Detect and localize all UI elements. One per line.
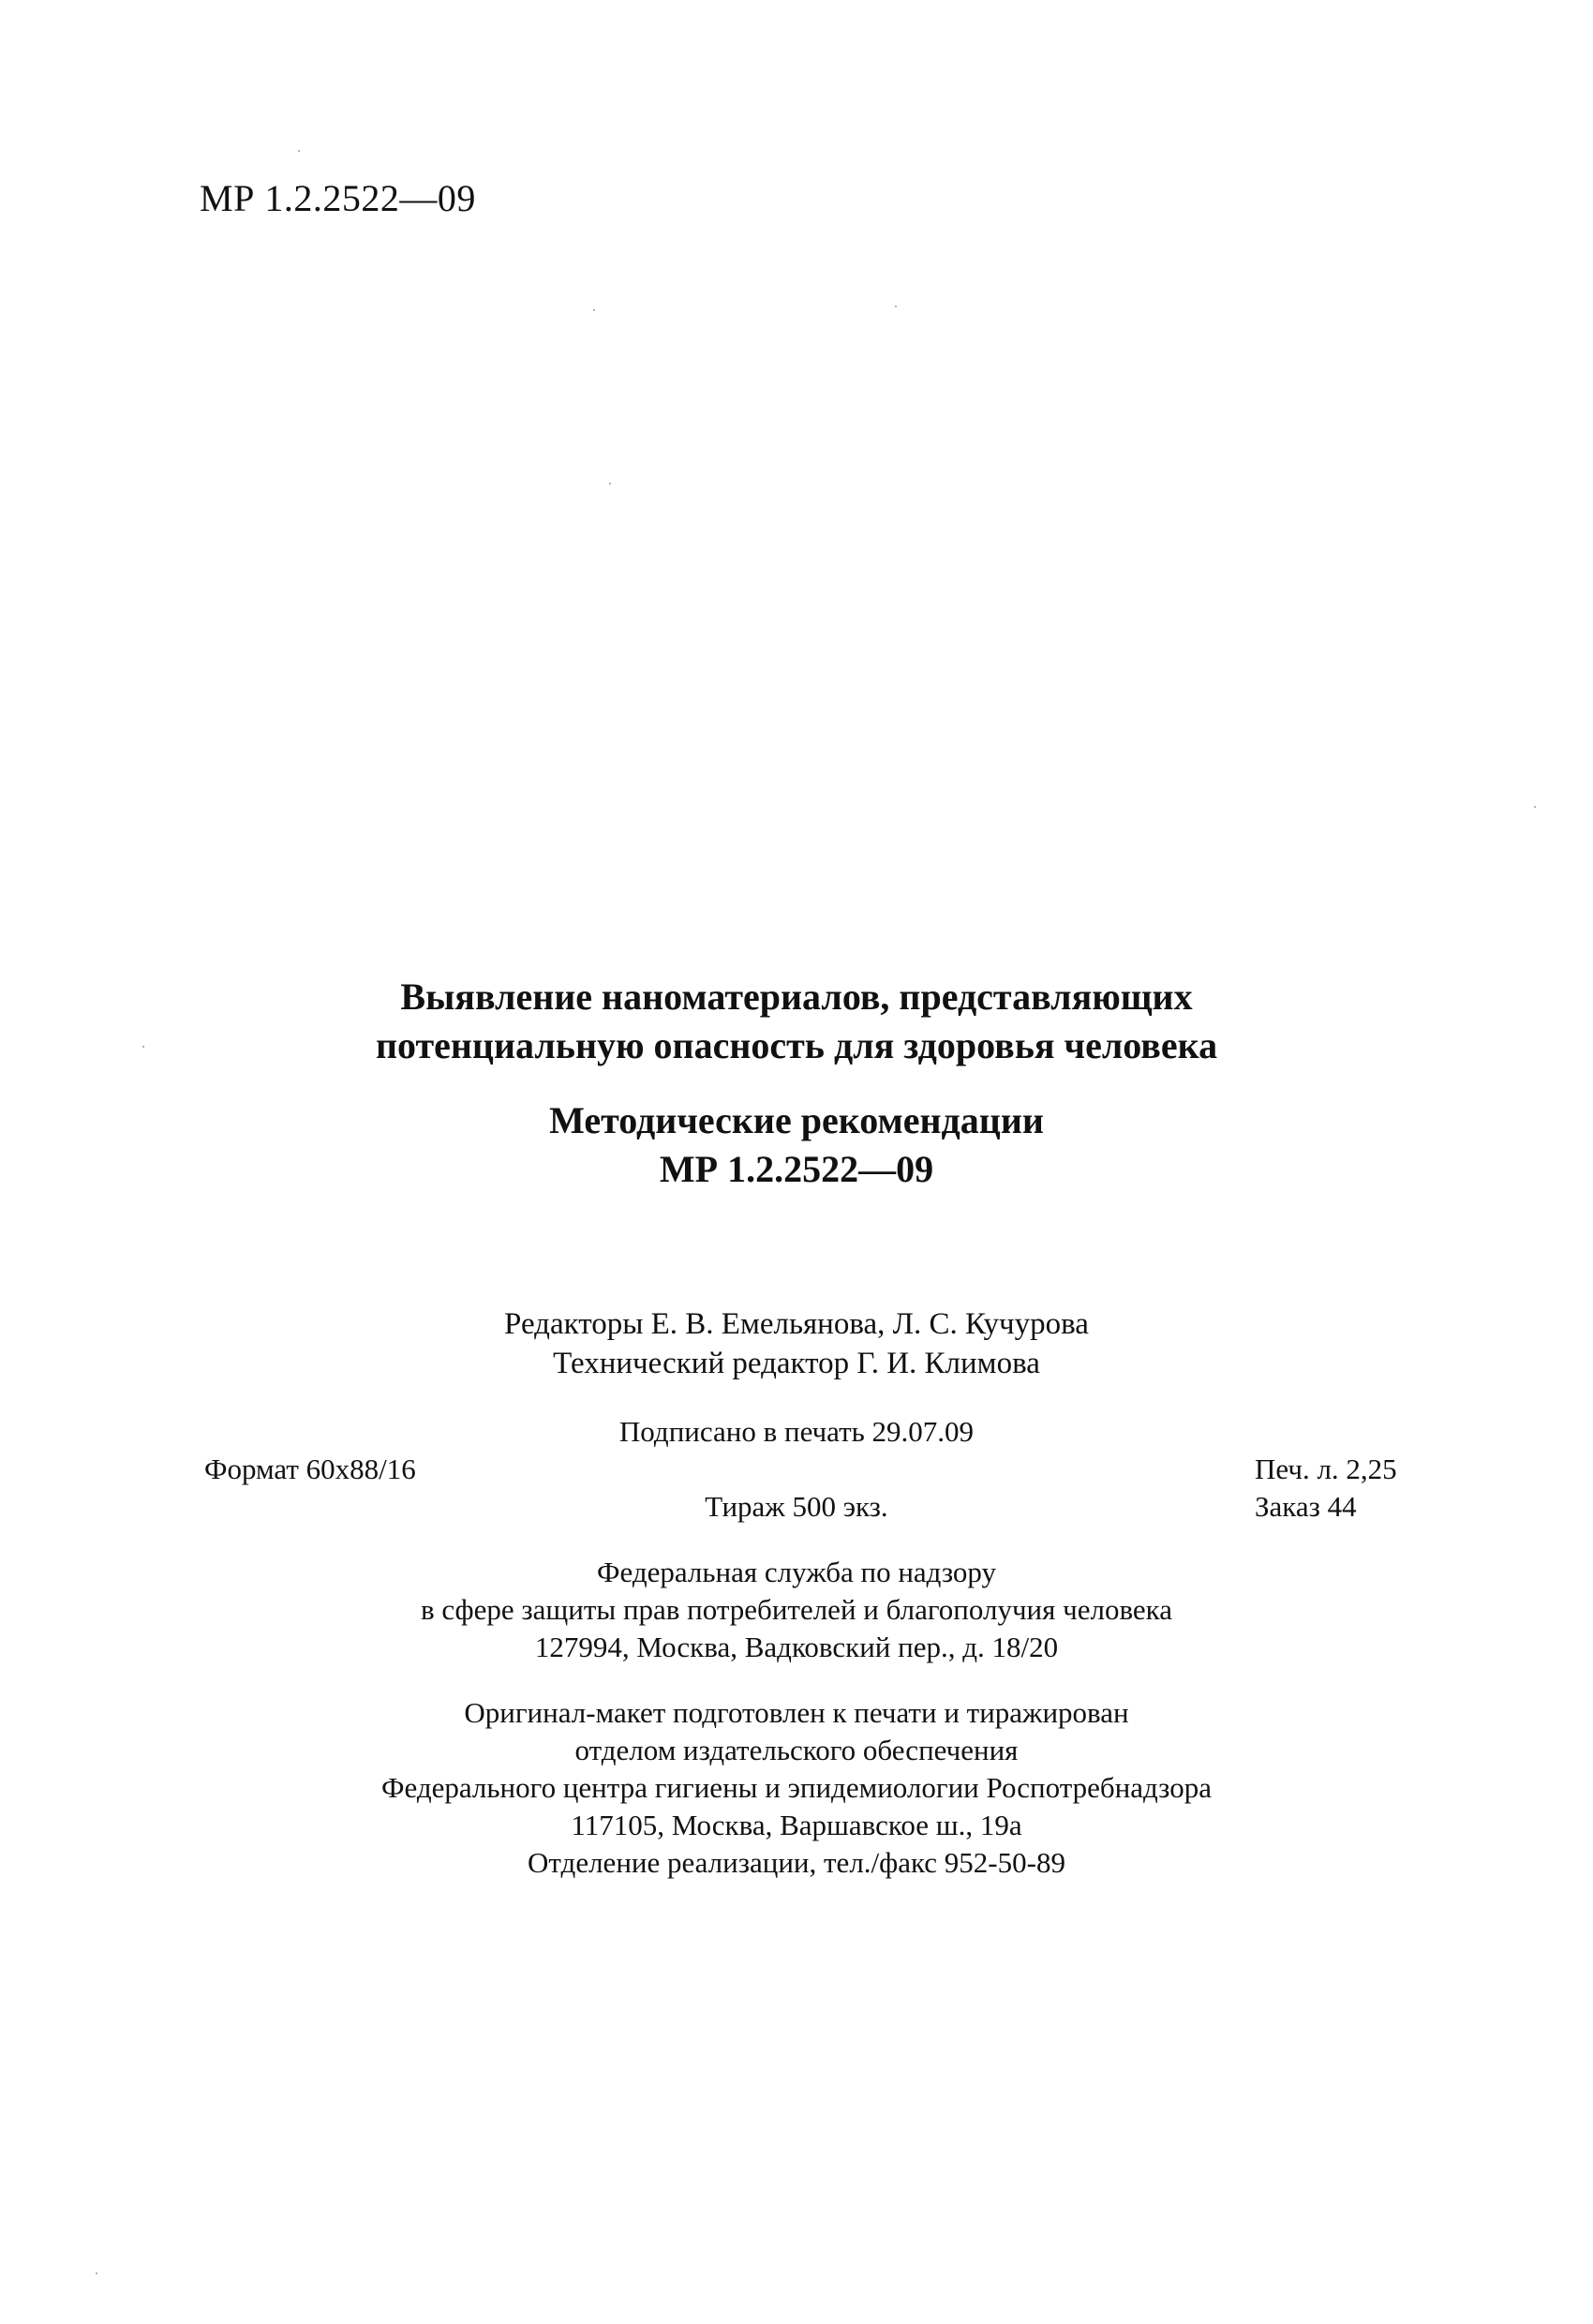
scan-speck bbox=[609, 483, 611, 484]
printer-block bbox=[0, 1694, 1593, 1882]
paper-format: Формат 60x88/16 bbox=[204, 1452, 416, 1485]
printed-sheets: Печ. л. 2,25 bbox=[1255, 1452, 1397, 1485]
document-subtitle bbox=[0, 1096, 1593, 1194]
document-title bbox=[0, 973, 1593, 1070]
editors-block bbox=[0, 1304, 1593, 1383]
scan-speck bbox=[895, 305, 897, 307]
scan-speck bbox=[142, 1046, 144, 1048]
signed-for-print: Подписано в печать 29.07.09 bbox=[618, 1415, 975, 1448]
publisher-address: 127994, Москва, Вадковский пер., д. 18/20 bbox=[534, 1631, 1059, 1663]
printer-line-1: Оригинал-макет подготовлен к печати и тиражирован bbox=[464, 1696, 1129, 1729]
scan-speck bbox=[96, 2272, 97, 2274]
title-line-2: потенциальную опасность для здоровья человека bbox=[375, 1024, 1218, 1066]
technical-editor-line: Технический редактор Г. И. Климова bbox=[553, 1347, 1040, 1380]
scan-speck bbox=[1534, 806, 1536, 808]
scan-speck bbox=[298, 150, 300, 152]
printer-line-3: Федерального центра гигиены и эпидемиологии Роспотребнадзора bbox=[381, 1771, 1212, 1804]
subtitle-line-1: Методические рекомендации bbox=[549, 1099, 1044, 1141]
printer-address: 117105, Москва, Варшавское ш., 19а bbox=[571, 1809, 1022, 1841]
printer-line-2: отделом издательского обеспечения bbox=[574, 1734, 1019, 1766]
title-line-1: Выявление наноматериалов, представляющих bbox=[400, 976, 1193, 1018]
subtitle-line-2: МР 1.2.2522—09 bbox=[659, 1148, 934, 1190]
publisher-line-1: Федеральная служба по надзору bbox=[597, 1556, 996, 1588]
sales-department-phone: Отделение реализации, тел./факс 952-50-89 bbox=[528, 1846, 1065, 1879]
print-run: Тираж 500 экз. bbox=[705, 1490, 888, 1523]
editors-line: Редакторы Е. В. Емельянова, Л. С. Кучурова bbox=[504, 1307, 1089, 1341]
scan-speck bbox=[593, 309, 595, 311]
document-code-header: МР 1.2.2522—09 bbox=[200, 177, 476, 219]
publisher-line-2: в сфере защиты прав потребителей и благополучия человека bbox=[420, 1593, 1173, 1626]
order-number: Заказ 44 bbox=[1255, 1490, 1357, 1523]
publisher-block bbox=[0, 1554, 1593, 1666]
